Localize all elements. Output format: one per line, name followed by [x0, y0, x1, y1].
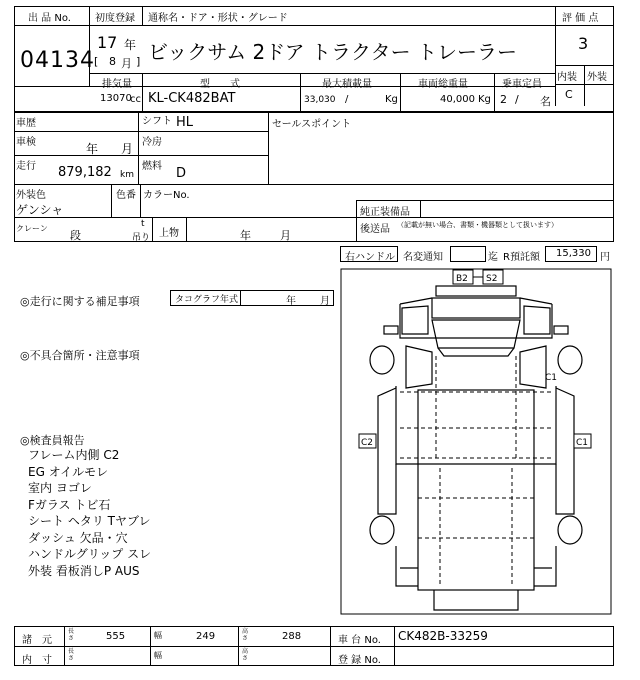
recycle-amount: 15,330	[556, 248, 591, 259]
chassis-label: 車 台 No.	[338, 635, 381, 646]
report-line: EG オイルモレ	[28, 464, 109, 479]
name-change-box	[450, 246, 486, 262]
capacity-value: 2	[500, 93, 507, 106]
lot-number: 04134	[20, 48, 95, 73]
reg-month-bracket: [	[94, 55, 99, 68]
exterior-label: 外装	[587, 72, 607, 83]
recycle-unit: 円	[600, 252, 610, 263]
marker-c1-right: C1	[576, 438, 589, 448]
recycle-label: R預託額	[503, 252, 540, 263]
sales-point-label: セールスポイント	[272, 119, 352, 130]
inspection-year-unit: 年	[86, 142, 99, 156]
exterior-color-label: 外装色	[16, 190, 46, 201]
max-load-kg: Kg	[385, 94, 398, 105]
report-line: ハンドルグリップ スレ	[28, 547, 152, 561]
reg-year-unit: 年	[124, 38, 137, 52]
height-value: 288	[282, 631, 302, 642]
loading-month: 月	[280, 229, 291, 242]
gross-weight-label: 車両総重量	[418, 79, 468, 90]
driving-notes-title: ◎走行に関する補足事項	[20, 295, 140, 308]
color-no-label: 色番	[116, 190, 136, 201]
defects-title: ◎不具合箇所・注意事項	[20, 349, 140, 362]
displacement-label: 排気量	[102, 79, 132, 90]
crane-stage: 段	[70, 229, 81, 242]
aftermarket-note: （記載が無い場合、書類・機器類として扱います）	[397, 221, 558, 229]
reg-year: 17	[97, 33, 118, 52]
gross-weight-value: 40,000	[440, 94, 475, 105]
vehicle-damage-diagram	[340, 268, 612, 616]
displacement-value: 13070	[100, 93, 132, 104]
capacity-sep: /	[515, 93, 519, 106]
rating-label: 評 価 点	[562, 13, 599, 24]
dimensions-label: 諸 元	[22, 635, 52, 646]
capacity-label: 乗車定員	[502, 79, 542, 90]
loading-label: 上物	[159, 228, 179, 239]
inner-height-label: 高さ	[242, 648, 249, 662]
report-line: ダッシュ 欠品・穴	[28, 530, 128, 545]
color-no-label-2: カラーNo.	[143, 190, 190, 201]
aftermarket-label: 後送品	[360, 224, 390, 235]
reg-month: 8	[109, 55, 116, 68]
crane-ton: t	[141, 219, 145, 229]
displacement-unit: cc	[130, 94, 141, 105]
marker-c1-top: C1	[545, 373, 558, 383]
inspector-report-list	[28, 447, 151, 579]
length-value: 555	[106, 631, 126, 642]
capacity-unit: 名	[540, 95, 551, 108]
inner-length-label: 長さ	[68, 648, 75, 662]
width-value: 249	[196, 631, 216, 642]
model-value: KL-CK482BAT	[148, 91, 236, 106]
inner-dimensions-label: 内 寸	[22, 655, 52, 666]
marker-b2: B2	[456, 274, 468, 284]
lot-label: 出 品 No.	[28, 13, 71, 24]
reg-month-unit: 月	[121, 57, 132, 70]
gross-weight-unit: Kg	[478, 94, 491, 105]
vehicle-label: 通称名・ドア・形状・グレード	[148, 13, 288, 24]
shift-label: シフト	[142, 116, 172, 127]
name-change-label: 名変通知	[403, 252, 443, 263]
report-line: 室内 ヨゴレ	[28, 481, 92, 495]
aircon-label: 冷房	[142, 137, 162, 148]
crane-label: クレーン	[16, 224, 48, 233]
model-label: 型 式	[200, 79, 240, 90]
tachograph-month: 月	[320, 296, 330, 307]
name-change-unit: 迄	[488, 252, 498, 263]
inspection-month-unit: 月	[121, 142, 134, 156]
report-line: Fガラス トビ石	[28, 497, 111, 512]
inspection-label: 車検	[16, 137, 36, 148]
height-label: 高さ	[242, 628, 249, 642]
registration-label: 登 録 No.	[338, 655, 381, 666]
rating-value: 3	[578, 34, 589, 53]
chassis-value: CK482B-33259	[398, 629, 488, 643]
inner-width-label: 幅	[154, 651, 162, 660]
interior-label: 内装	[557, 72, 577, 83]
steering-value: 右ハンドル	[345, 252, 395, 263]
reg-month-bracket-close: ]	[136, 55, 141, 68]
crane-hoist: 吊り	[132, 233, 151, 243]
genuine-label: 純正装備品	[360, 207, 410, 218]
shift-value: HL	[176, 115, 194, 130]
tachograph-year: 年	[286, 296, 296, 307]
length-label: 長さ	[68, 628, 75, 642]
interior-grade: C	[565, 88, 573, 101]
history-label: 車歴	[16, 118, 36, 129]
width-label: 幅	[154, 631, 162, 640]
vehicle-name: ビックサム 2ドア トラクター トレーラー	[148, 40, 517, 64]
exterior-color-value: ゲンシャ	[16, 203, 64, 217]
tachograph-label: タコグラフ年式	[175, 295, 239, 305]
loading-year: 年	[240, 229, 251, 242]
marker-c2-left: C2	[361, 438, 374, 448]
marker-s2: S2	[486, 274, 498, 284]
fuel-label: 燃料	[142, 161, 162, 172]
max-load-sep: /	[345, 94, 349, 105]
report-line: シート ヘタリ Tヤブレ	[28, 514, 151, 528]
first-registration-label: 初度登録	[95, 13, 135, 24]
inspector-report-title: ◎検査員報告	[20, 434, 85, 447]
mileage-label: 走行	[16, 161, 36, 172]
mileage-unit: km	[120, 170, 134, 180]
report-line: フレーム内側 C2	[28, 448, 120, 462]
max-load-label: 最大積載量	[322, 79, 372, 90]
mileage-value: 879,182	[58, 165, 112, 180]
report-line: 外装 看板消しP AUS	[28, 563, 140, 578]
fuel-value: D	[176, 166, 187, 181]
max-load-value: 33,030	[304, 95, 336, 105]
